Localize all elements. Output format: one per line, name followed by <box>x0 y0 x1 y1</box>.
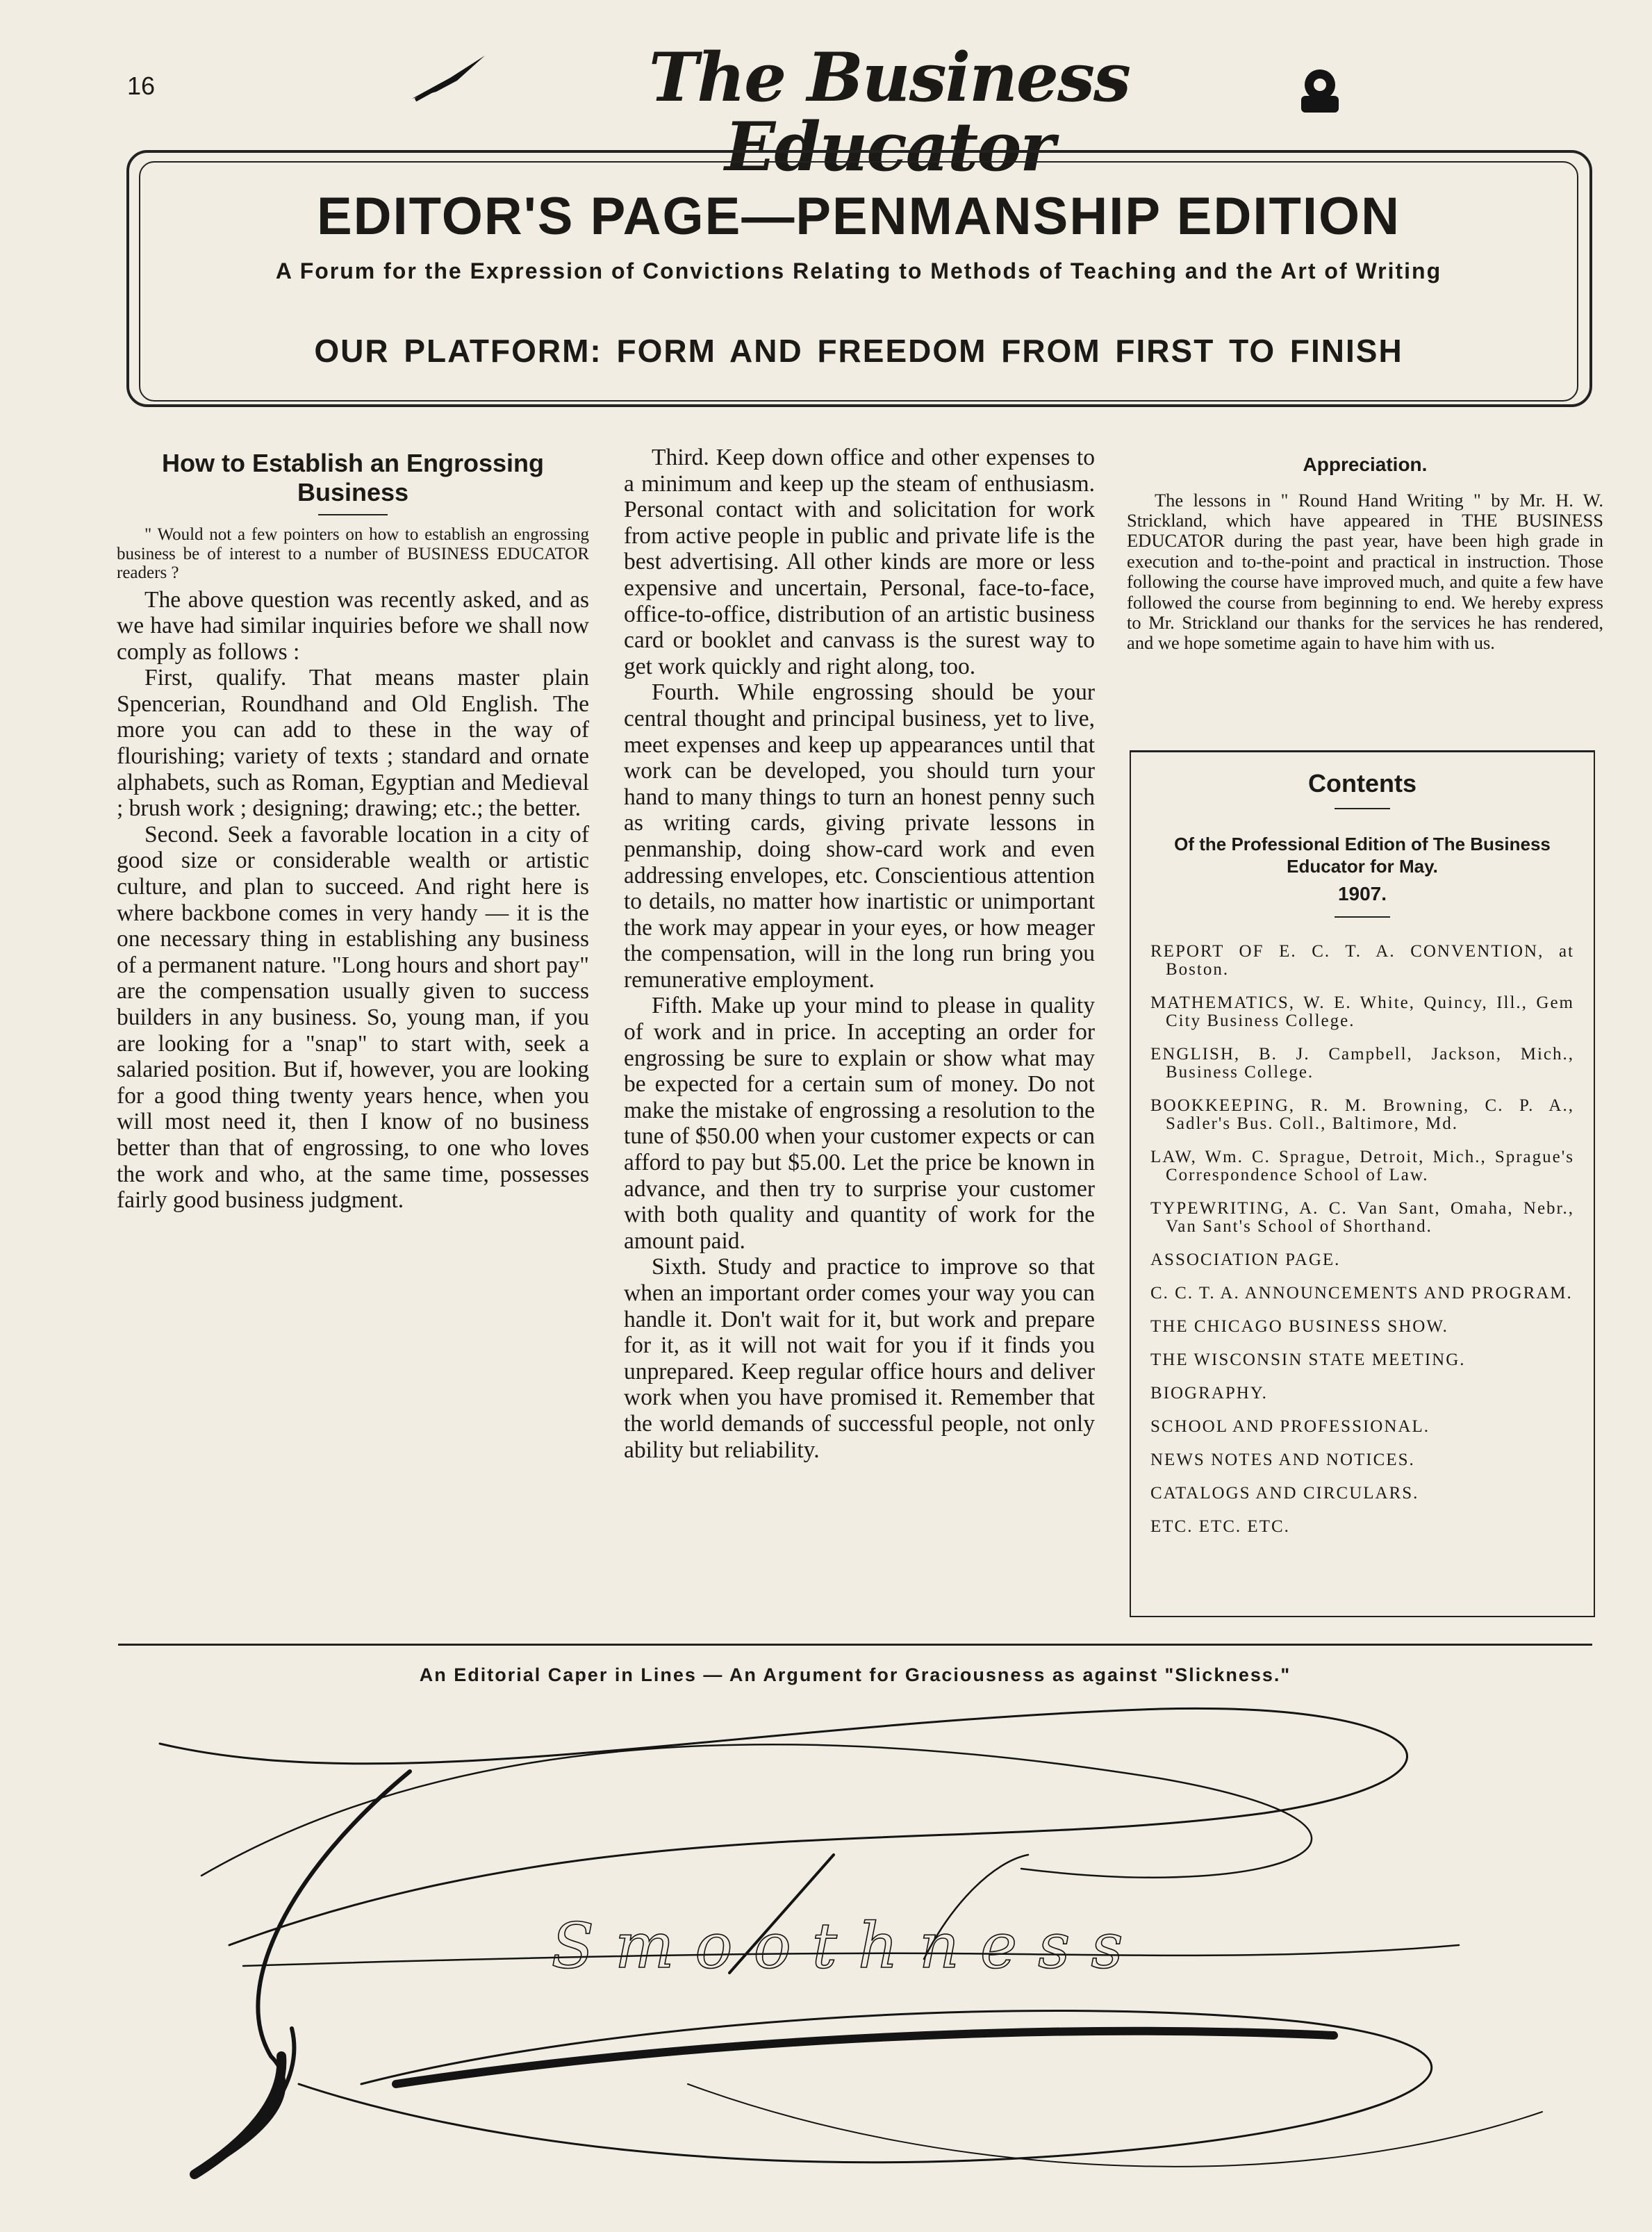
contents-item: BOOKKEEPING, R. M. Browning, C. P. A., Sadler's Bus. Coll., Baltimore, Md. <box>1150 1096 1574 1133</box>
contents-item: MATHEMATICS, W. E. White, Quincy, Ill., Gem City Business College. <box>1150 993 1574 1030</box>
article-fourth: Fourth. While engrossing should be your central thought and principal business, yet to live, meet expenses and keep up appearances until that work can be developed, you should turn your hand to many things to turn an honest penny such as writing cards, giving private lessons in penmanship, doing show-card work and even addressing envelopes, etc. Conscientious attention to details, no matter how inartistic or unimportant the work may appear in your eyes, or how meager the compensation, will in the long run bring you remunerative employment. <box>624 679 1095 993</box>
quill-icon <box>408 50 492 106</box>
contents-item: ETC. ETC. ETC. <box>1150 1517 1290 1536</box>
contents-item: NEWS NOTES AND NOTICES. <box>1150 1450 1415 1469</box>
flourish-caption: An Editorial Caper in Lines — An Argument for Graciousness as against "Slickness." <box>419 1664 1291 1685</box>
article-column-middle <box>624 445 1095 1463</box>
contents-item: THE CHICAGO BUSINESS SHOW. <box>1150 1317 1448 1336</box>
article-third: Third. Keep down office and other expenses to a minimum and keep up the steam of enthusiasm. Personal contact with and solicitation for work from active people in public and private life is the best advertising. All other kinds are more or less expensive and uncertain, Personal, face-to-face, office-to-office, distribution of an artistic business card or booklet and canvass is the surest way to get work quickly and right along, too. <box>624 445 1095 679</box>
flourish-illustration <box>118 1695 1592 2223</box>
contents-item: C. C. T. A. ANNOUNCEMENTS AND PROGRAM. <box>1150 1284 1573 1303</box>
contents-item: THE WISCONSIN STATE MEETING. <box>1150 1350 1466 1369</box>
flourish-tail <box>688 2084 1542 2167</box>
article-sixth: Sixth. Study and practice to improve so that when an important order comes your way you can handle it. Don't wait for it, but work and prepare for it, as it will not wait for you if it finds you unprepared. Keep regular office hours and deliver work when you have promised it. Remember that the world demands of successful people, not only ability but reliability. <box>624 1254 1095 1463</box>
article-fifth: Fifth. Make up your mind to please in quality of work and in price. In accepting an order for engrossing be sure to explain or show what may be expected for a certain sum of money. Do not make the mistake of engrossing a resolution to the tune of $50.00 when your customer expects or can afford to pay but $5.00. Let the price be known in advance, and then try to surprise your customer with both quality and quantity of work for the amount paid. <box>624 993 1095 1254</box>
contents-item: ASSOCIATION PAGE. <box>1150 1250 1341 1269</box>
page-number: 16 <box>127 72 156 100</box>
contents-item: TYPEWRITING, A. C. Van Sant, Omaha, Nebr., Van Sant's School of Shorthand. <box>1150 1199 1574 1236</box>
flourish-word: Smoothness <box>551 1910 1144 1983</box>
section-divider <box>118 1644 1592 1646</box>
sidebar-column <box>1127 445 1603 654</box>
article-column-left <box>117 445 589 1214</box>
platform-statement: OUR PLATFORM: FORM AND FREEDOM FROM FIRST TO FINISH <box>314 333 1403 369</box>
masthead-title: The Business Educator <box>648 38 1130 186</box>
contents-item: CATALOGS AND CIRCULARS. <box>1150 1484 1419 1503</box>
contents-headline: Contents <box>1308 769 1416 797</box>
contents-subtitle: Of the Professional Edition of The Business Educator for May. <box>1174 834 1551 877</box>
editor-page-title: EDITOR'S PAGE—PENMANSHIP EDITION <box>316 187 1401 246</box>
appreciation-body: The lessons in " Round Hand Writing " by Mr. H. W. Strickland, which have appeared in THE BUSINESS EDUCATOR during the past year, have been high grade in execution and to-the-point and practical in instruction. Those following the course have improved much, and quite a few have followed the course from beginning to end. We hereby express to Mr. Strickland our thanks for the services he has rendered, and we hope sometime again to have him with us. <box>1127 489 1603 654</box>
contents-item: BIOGRAPHY. <box>1150 1384 1268 1403</box>
contents-item: REPORT OF E. C. T. A. CONVENTION, at Boston. <box>1150 942 1574 979</box>
article-second: Second. Seek a favorable location in a city of good size or considerable wealth or artistic culture, and plan to succeed. And right here is where backbone comes in very handy — it is the one necessary thing in establishing any business of a permanent nature. "Long hours and short pay" are the compensation usually given to success builders in any business. So, young man, if you are looking for a "snap" to start with, seek a salaried position. But if, however, you are looking for a good thing twenty years hence, when you will most need it, then I know of no business better than that of engrossing, to one who loves the work and who, at the same time, possesses fairly good business judgment. <box>117 821 589 1214</box>
contents-list <box>1150 943 1574 1536</box>
contents-box <box>1130 750 1595 1617</box>
article-quote: " Would not a few pointers on how to establish an engrossing business be of interest to a number of BUSINESS EDUCATOR readers ? <box>117 525 589 582</box>
divider <box>318 514 388 515</box>
appreciation-headline: Appreciation. <box>1303 454 1428 475</box>
editor-page-subtitle: A Forum for the Expression of Convictions Relating to Methods of Teaching and the Art of Writing <box>275 258 1442 283</box>
divider <box>1335 808 1390 809</box>
contents-item: SCHOOL AND PROFESSIONAL. <box>1150 1417 1430 1436</box>
article-headline: How to Establish an Engrossing Business <box>161 449 545 506</box>
flourish-capital-s <box>195 1771 410 2174</box>
flourish-shade-lower <box>396 2031 1334 2084</box>
article-intro: The above question was recently asked, and as we have had similar inquiries before we shall now comply as follows : <box>117 586 589 665</box>
emblem-icon <box>1289 64 1351 119</box>
article-first: First, qualify. That means master plain Spencerian, Roundhand and Old English. The more you can add to these in the way of flourishing; variety of texts ; standard and ornate alphabets, such as Roman, Egyptian and Medieval ; brush work ; designing; drawing; etc.; the better. <box>117 665 589 822</box>
contents-item: ENGLISH, B. J. Campbell, Jackson, Mich., Business College. <box>1150 1045 1574 1082</box>
contents-item: LAW, Wm. C. Sprague, Detroit, Mich., Sprague's Correspondence School of Law. <box>1150 1148 1574 1184</box>
contents-year: 1907. <box>1337 883 1387 904</box>
divider <box>1335 916 1390 918</box>
